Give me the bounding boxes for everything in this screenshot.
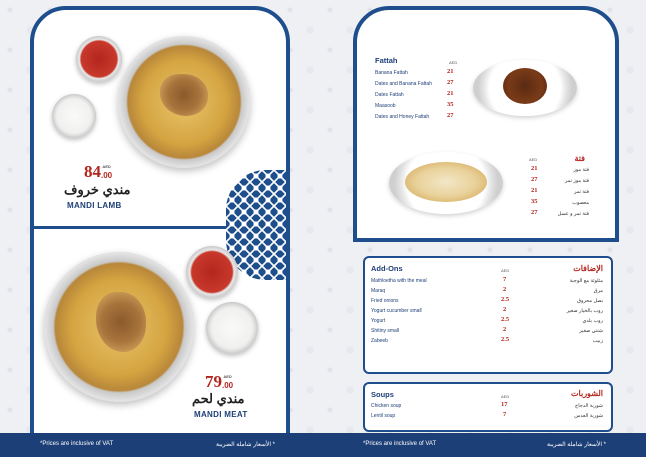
fattah-item-price: 35 bbox=[447, 101, 454, 108]
addon-item-name: Maraq bbox=[371, 288, 386, 294]
fattah-ar-item-name: معصوب bbox=[572, 200, 589, 206]
fattah-aed-label: AED bbox=[449, 60, 458, 65]
addon-item-price: 2 bbox=[503, 306, 507, 313]
fattah-item-name: Dates and Banana Fattah bbox=[375, 81, 432, 87]
mandi-meat-plate-image bbox=[44, 252, 194, 402]
soup-item-price: 7 bbox=[503, 411, 507, 418]
mandi-meat-english-name: MANDI MEAT bbox=[194, 410, 248, 419]
fattah-item-price: 27 bbox=[447, 79, 454, 86]
mandi-lamb-price bbox=[84, 162, 112, 182]
addon-item-name-ar: مثلوثة مع الوجبة bbox=[569, 278, 603, 284]
addons-title-en: Add-Ons bbox=[371, 264, 403, 273]
soup-item-name: Lentil soup bbox=[371, 413, 396, 419]
addon-item-name: Mathloetha with the meal bbox=[371, 278, 427, 284]
addon-item-price: 7 bbox=[503, 276, 507, 283]
mandi-meat-price bbox=[205, 372, 233, 392]
fattah-ar-item-price: 27 bbox=[531, 176, 538, 183]
addon-item-price: 2 bbox=[503, 326, 507, 333]
fattah-aed-label-ar: AED bbox=[529, 157, 538, 162]
fattah-ar-item-price: 35 bbox=[531, 198, 538, 205]
addon-item-name: Shitiny small bbox=[371, 328, 400, 334]
addon-item-price: 2.5 bbox=[501, 296, 510, 303]
soups-aed-label: AED bbox=[501, 394, 510, 399]
addon-item-name-ar: مرق bbox=[593, 288, 603, 294]
addon-item-name-ar: زبيب bbox=[592, 338, 603, 344]
fattah-title-en: Fattah bbox=[375, 56, 398, 65]
mandi-lamb-price-main: 84 bbox=[84, 162, 101, 181]
tomato-sauce-bowl-image-2 bbox=[186, 246, 238, 298]
mandi-lamb-english-name: MANDI LAMB bbox=[67, 201, 122, 210]
fattah-item-price: 27 bbox=[447, 112, 454, 119]
fattah-ar-item-name: فتة موز bbox=[573, 167, 589, 173]
mandi-meat-arabic-name: مندي لحم bbox=[192, 391, 245, 406]
mandi-meat-price-decimal: .00 bbox=[222, 381, 234, 390]
addon-item-name-ar: روب بلدي bbox=[582, 318, 603, 324]
addon-item-name-ar: روب بالخيار صغير bbox=[566, 308, 603, 314]
fattah-ar-item-name: فتة موز تمر bbox=[564, 178, 589, 184]
fattah-item-price: 21 bbox=[447, 68, 454, 75]
masoob-dish-image bbox=[473, 60, 577, 116]
mandi-meat-price-main: 79 bbox=[205, 372, 222, 391]
right-vat-note-en: *Prices are inclusive of VAT bbox=[363, 441, 437, 447]
soup-item-name-ar: شوربة الدجاج bbox=[574, 403, 603, 409]
addon-item-name: Fried onions bbox=[371, 298, 399, 304]
right-menu-page bbox=[323, 0, 646, 457]
addons-aed-label: AED bbox=[501, 268, 510, 273]
fattah-title-ar: فتة bbox=[574, 154, 585, 163]
yogurt-bowl-image bbox=[52, 94, 96, 138]
addons-panel bbox=[363, 256, 613, 374]
addon-item-name: Yogurt cucumber small bbox=[371, 308, 422, 314]
mandi-lamb-arabic-name: مندي خروف bbox=[64, 182, 131, 197]
addon-item-name: Zabeeb bbox=[371, 338, 388, 344]
fattah-item-name: Banana Fattah bbox=[375, 70, 408, 76]
fattah-item-name: Maasoob bbox=[375, 103, 396, 109]
addon-item-name-ar: بصل محروق bbox=[577, 298, 603, 304]
addon-item-price: 2.5 bbox=[501, 316, 510, 323]
tomato-sauce-bowl-image bbox=[76, 36, 122, 82]
fattah-ar-item-name: فتة تمر و عسل bbox=[557, 211, 589, 217]
right-footer-bar bbox=[323, 433, 646, 457]
soup-item-name-ar: شوربة العدس bbox=[574, 413, 603, 419]
left-footer-bar bbox=[0, 433, 323, 457]
addon-item-name-ar: شتني صغير bbox=[579, 328, 603, 334]
fattah-ar-item-price: 27 bbox=[531, 209, 538, 216]
soups-title-en: Soups bbox=[371, 390, 394, 399]
fattah-ar-item-price: 21 bbox=[531, 165, 538, 172]
fattah-ar-item-price: 21 bbox=[531, 187, 538, 194]
addons-title-ar: الإضافات bbox=[573, 264, 603, 273]
mandi-lamb-price-decimal: .00 bbox=[101, 171, 113, 180]
fattah-item-name: Dates and Honey Fattah bbox=[375, 114, 430, 120]
mandi-meat-price-currency: AED bbox=[223, 374, 232, 379]
soup-item-price: 17 bbox=[501, 401, 508, 408]
soup-item-name: Chicken soup bbox=[371, 403, 402, 409]
left-vat-note-ar: * الأسعار شاملة الضريبة bbox=[215, 442, 275, 448]
yogurt-bowl-image-2 bbox=[206, 302, 258, 354]
soups-title-ar: الشوربات bbox=[571, 389, 603, 398]
addon-item-name: Yogurt bbox=[371, 318, 386, 324]
left-vat-note-en: *Prices are inclusive of VAT bbox=[40, 441, 114, 447]
fattah-item-name: Dates Fattah bbox=[375, 92, 404, 98]
mandi-lamb-price-currency: AED bbox=[102, 164, 111, 169]
addon-item-price: 2 bbox=[503, 286, 507, 293]
mandi-lamb-plate-image bbox=[118, 36, 250, 168]
fattah-item-price: 21 bbox=[447, 90, 454, 97]
fattah-ar-item-name: فتة تمر bbox=[573, 189, 589, 195]
fattah-frame bbox=[353, 6, 619, 242]
fattah-dish-image bbox=[389, 152, 503, 214]
right-vat-note-ar: * الأسعار شاملة الضريبة bbox=[546, 442, 606, 448]
addon-item-price: 2.5 bbox=[501, 336, 510, 343]
